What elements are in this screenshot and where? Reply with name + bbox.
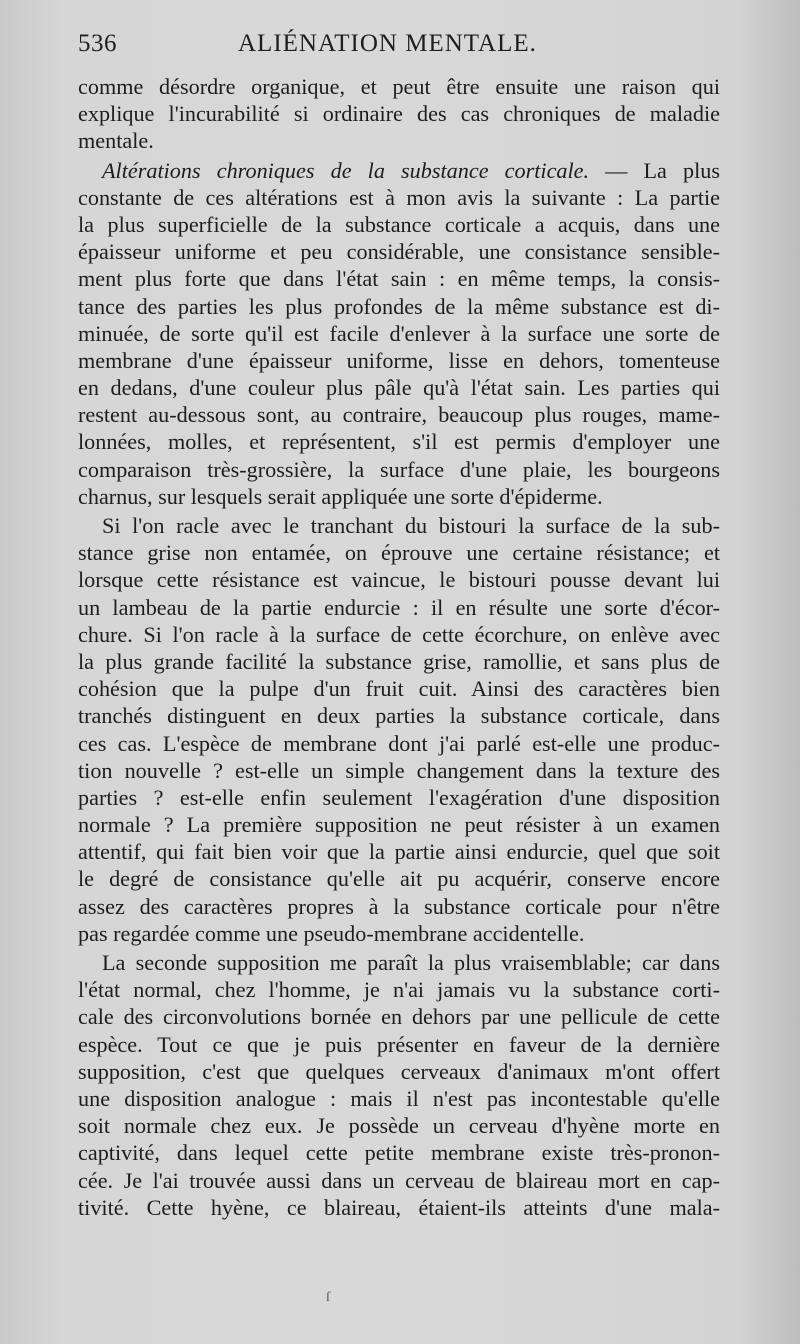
text-line: épaisseur uniforme et peu considérable, une consistance sensible- <box>78 239 720 265</box>
text-line: lonnées, molles, et représentent, s'il est permis d'employer une <box>78 429 720 455</box>
text-line: l'état normal, chez l'homme, je n'ai jamais vu la substance corti- <box>78 977 720 1003</box>
text-line: assez des caractères propres à la substance corticale pour n'être <box>78 893 720 919</box>
section-heading-line <box>78 157 720 184</box>
text-line: stance grise non entamée, on éprouve une certaine résistance; et <box>78 540 720 566</box>
text-line: minuée, de sorte qu'il est facile d'enlever à la surface une sorte de <box>78 320 720 346</box>
text-line: cée. Je l'ai trouvée aussi dans un cerveau de blaireau mort en cap- <box>78 1167 720 1193</box>
text-line: ment plus forte que dans l'état sain : en même temps, la consis- <box>78 266 720 292</box>
text-line: la plus grande facilité la substance grise, ramollie, et sans plus de <box>78 648 720 674</box>
text-line: en dedans, d'une couleur plus pâle qu'à l'état sain. Les parties qui <box>78 375 720 401</box>
text-line: tion nouvelle ? est-elle un simple changement dans la texture des <box>78 757 720 783</box>
text-line: un lambeau de la partie endurcie : il en résulte une sorte d'écor- <box>78 594 720 620</box>
text-line: Si l'on racle avec le tranchant du bistouri la surface de la sub- <box>102 513 720 538</box>
text-line: membrane d'une épaisseur uniforme, lisse en dehors, tomenteuse <box>78 347 720 373</box>
page-header <box>78 30 718 70</box>
page-number: 536 <box>78 30 117 57</box>
text-line: pas regardée comme une pseudo-membrane accidentelle. <box>78 920 585 946</box>
text-line: parties ? est-elle enfin seulement l'exagération d'une disposition <box>78 784 720 810</box>
text-line: le degré de consistance qu'elle ait pu acquérir, conserve encore <box>78 866 720 892</box>
text-line: chure. Si l'on racle à la surface de cette écorchure, on enlève avec <box>78 621 720 647</box>
text-line: La seconde supposition me paraît la plus vraisemblable; car dans <box>102 950 720 975</box>
text-line: une disposition analogue : mais il n'est pas incontestable qu'elle <box>78 1085 720 1111</box>
text-line: charnus, sur lesquels serait appliquée une sorte d'épiderme. <box>78 483 603 509</box>
body-text <box>78 73 720 1221</box>
text-line: soit normale chez eux. Je possède un cerveau d'hyène morte en <box>78 1113 720 1139</box>
text-line: tivité. Cette hyène, ce blaireau, étaient-ils atteints d'une mala- <box>78 1194 720 1220</box>
footer-mark: ſ <box>326 1290 330 1305</box>
text-line: captivité, dans lequel cette petite membrane existe très-pronon- <box>78 1140 720 1166</box>
heading-line-rest: — La plus <box>605 157 721 183</box>
text-line: comme désordre organique, et peut être ensuite une raison qui <box>78 74 720 99</box>
text-line: lorsque cette résistance est vaincue, le bistouri pousse devant lui <box>78 567 720 593</box>
text-line: tance des parties les plus profondes de la même substance est di- <box>78 293 720 319</box>
text-line: tranchés distinguent en deux parties la substance corticale, dans <box>78 703 720 729</box>
text-line: mentale. <box>78 128 154 154</box>
section-heading: Altérations chroniques de la substance corticale. <box>102 157 590 183</box>
text-line: cohésion que la pulpe d'un fruit cuit. Ainsi des caractères bien <box>78 676 720 702</box>
text-line: cale des circonvolutions bornée en dehors par une pellicule de cette <box>78 1004 720 1030</box>
text-line: supposition, c'est que quelques cerveaux d'animaux m'ont offert <box>78 1058 720 1084</box>
text-line: attentif, qui fait bien voir que la partie ainsi endurcie, quel que soit <box>78 839 720 865</box>
text-line: ces cas. L'espèce de membrane dont j'ai parlé est-elle une produc- <box>78 730 720 756</box>
text-line: espèce. Tout ce que je puis présenter en faveur de la dernière <box>78 1031 720 1057</box>
text-line: constante de ces altérations est à mon avis la suivante : La partie <box>78 184 720 210</box>
running-title: ALIÉNATION MENTALE. <box>238 30 537 57</box>
text-line: la plus superficielle de la substance corticale a acquis, dans une <box>78 211 720 237</box>
text-line: normale ? La première supposition ne peut résister à un examen <box>78 812 720 838</box>
text-line: restent au-dessous sont, au contraire, beaucoup plus rouges, mame- <box>78 402 720 428</box>
text-line: explique l'incurabilité si ordinaire des cas chroniques de maladie <box>78 101 720 127</box>
text-line: comparaison très-grossière, la surface d'une plaie, les bourgeons <box>78 456 720 482</box>
